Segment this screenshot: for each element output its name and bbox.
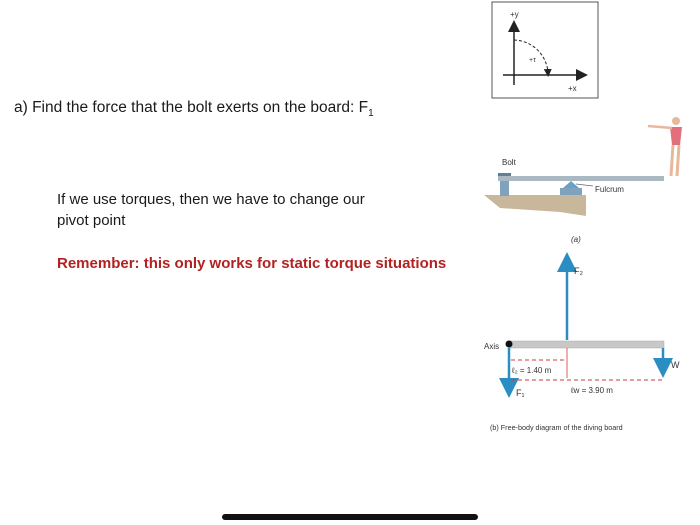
note-line-2: pivot point: [57, 212, 126, 229]
l2-label: ℓ₂ = 1.40 m: [512, 366, 552, 375]
diving-board: [498, 176, 664, 181]
question-text: a) Find the force that the bolt exerts on the board: $F_1$: [14, 99, 374, 120]
home-indicator[interactable]: [222, 514, 478, 520]
note-line-1: If we use torques, then we have to change our: [57, 191, 365, 208]
part-a-scene: [484, 117, 682, 244]
f2-label: F₂: [574, 266, 583, 276]
remember-text: Remember: this only works for static torque situations: [57, 255, 447, 272]
board-bar: [509, 341, 664, 348]
weight-label: W: [671, 360, 680, 370]
axis-label: Axis: [484, 342, 500, 351]
torque-label: +τ: [529, 57, 536, 64]
fulcrum: [563, 181, 579, 188]
part-b-caption: (b) Free-body diagram of the diving board: [490, 423, 623, 432]
part-b-diagram: [484, 262, 680, 432]
fulcrum-label: Fulcrum: [595, 185, 624, 194]
part-a-caption: (a): [571, 235, 581, 244]
f1-label: F₁: [516, 388, 525, 398]
axes-inset: [492, 2, 598, 98]
note-text: [57, 189, 437, 231]
bolt-label: Bolt: [502, 158, 516, 167]
diver-figure: [648, 117, 682, 176]
lw-label: ℓw = 3.90 m: [571, 386, 613, 395]
y-axis-label: +y: [510, 10, 519, 19]
x-axis-label: +x: [568, 84, 577, 93]
diving-board-figure: [470, 0, 700, 470]
axis-point: [506, 341, 513, 348]
ground: [484, 195, 586, 216]
